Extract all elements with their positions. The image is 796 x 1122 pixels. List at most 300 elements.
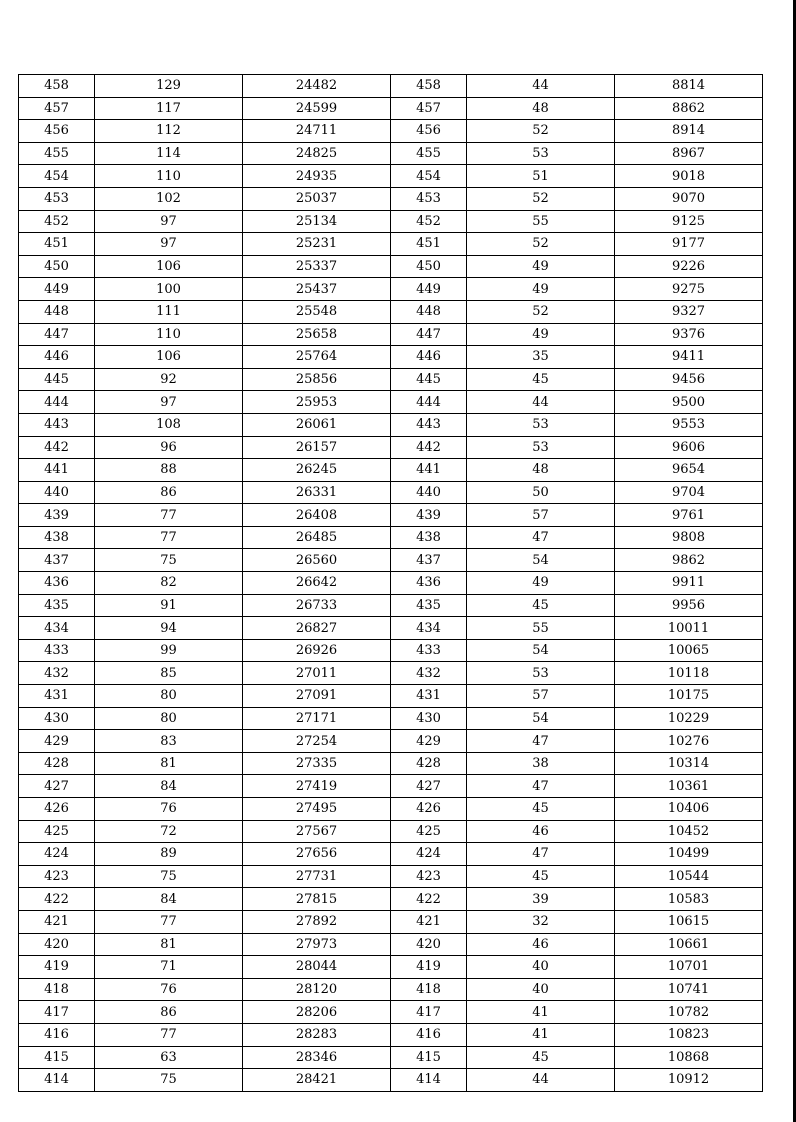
- table-cell: 10661: [615, 933, 763, 956]
- table-cell: 27815: [243, 888, 391, 911]
- table-cell: 10615: [615, 910, 763, 933]
- table-cell: 10741: [615, 978, 763, 1001]
- table-cell: 75: [95, 1069, 243, 1092]
- table-row: [19, 255, 763, 278]
- table-cell: 425: [19, 820, 95, 843]
- table-cell: 25037: [243, 187, 391, 210]
- table-cell: 24599: [243, 97, 391, 120]
- table-cell: 9500: [615, 391, 763, 414]
- table-cell: 28283: [243, 1023, 391, 1046]
- table-cell: 433: [19, 639, 95, 662]
- table-cell: 92: [95, 368, 243, 391]
- table-row: [19, 617, 763, 640]
- table-cell: 45: [467, 1046, 615, 1069]
- table-cell: 106: [95, 255, 243, 278]
- table-cell: 53: [467, 436, 615, 459]
- table-row: [19, 1046, 763, 1069]
- table-cell: 24482: [243, 75, 391, 98]
- table-row: [19, 391, 763, 414]
- table-cell: 46: [467, 820, 615, 843]
- table-cell: 416: [19, 1023, 95, 1046]
- table-cell: 55: [467, 210, 615, 233]
- table-cell: 26157: [243, 436, 391, 459]
- table-cell: 48: [467, 97, 615, 120]
- table-cell: 97: [95, 233, 243, 256]
- table-cell: 453: [391, 187, 467, 210]
- table-cell: 25953: [243, 391, 391, 414]
- table-cell: 50: [467, 481, 615, 504]
- table-cell: 54: [467, 639, 615, 662]
- table-body: [19, 75, 763, 1092]
- table-cell: 44: [467, 391, 615, 414]
- table-cell: 91: [95, 594, 243, 617]
- table-cell: 421: [391, 910, 467, 933]
- table-cell: 106: [95, 346, 243, 369]
- table-cell: 47: [467, 775, 615, 798]
- table-row: [19, 933, 763, 956]
- table-cell: 425: [391, 820, 467, 843]
- table-cell: 49: [467, 278, 615, 301]
- table-row: [19, 1001, 763, 1024]
- table-row: [19, 210, 763, 233]
- table-cell: 442: [19, 436, 95, 459]
- table-cell: 414: [391, 1069, 467, 1092]
- table-cell: 422: [19, 888, 95, 911]
- table-cell: 9376: [615, 323, 763, 346]
- table-cell: 24711: [243, 120, 391, 143]
- table-cell: 32: [467, 910, 615, 933]
- table-cell: 431: [391, 685, 467, 708]
- table-cell: 27495: [243, 798, 391, 821]
- table-row: [19, 685, 763, 708]
- table-cell: 86: [95, 1001, 243, 1024]
- table-cell: 25658: [243, 323, 391, 346]
- table-cell: 421: [19, 910, 95, 933]
- table-cell: 440: [391, 481, 467, 504]
- table-row: [19, 978, 763, 1001]
- table-cell: 450: [19, 255, 95, 278]
- table-cell: 54: [467, 549, 615, 572]
- table-cell: 8862: [615, 97, 763, 120]
- table-cell: 429: [19, 730, 95, 753]
- table-cell: 25337: [243, 255, 391, 278]
- table-cell: 80: [95, 707, 243, 730]
- table-cell: 455: [391, 142, 467, 165]
- table-cell: 9654: [615, 459, 763, 482]
- table-row: [19, 459, 763, 482]
- table-cell: 53: [467, 662, 615, 685]
- table-row: [19, 910, 763, 933]
- table-row: [19, 956, 763, 979]
- table-cell: 437: [391, 549, 467, 572]
- table-cell: 420: [19, 933, 95, 956]
- table-cell: 71: [95, 956, 243, 979]
- table-cell: 82: [95, 572, 243, 595]
- table-cell: 458: [19, 75, 95, 98]
- table-cell: 111: [95, 300, 243, 323]
- table-cell: 94: [95, 617, 243, 640]
- table-cell: 24935: [243, 165, 391, 188]
- table-cell: 45: [467, 594, 615, 617]
- table-cell: 80: [95, 685, 243, 708]
- table-cell: 451: [391, 233, 467, 256]
- table-cell: 457: [391, 97, 467, 120]
- table-cell: 84: [95, 775, 243, 798]
- table-cell: 57: [467, 504, 615, 527]
- table-cell: 77: [95, 910, 243, 933]
- table-cell: 26560: [243, 549, 391, 572]
- table-cell: 84: [95, 888, 243, 911]
- table-cell: 28044: [243, 956, 391, 979]
- table-cell: 72: [95, 820, 243, 843]
- table-cell: 427: [391, 775, 467, 798]
- table-cell: 27171: [243, 707, 391, 730]
- table-cell: 45: [467, 798, 615, 821]
- table-cell: 423: [19, 865, 95, 888]
- table-row: [19, 97, 763, 120]
- table-cell: 27973: [243, 933, 391, 956]
- table-cell: 51: [467, 165, 615, 188]
- table-row: [19, 865, 763, 888]
- table-cell: 26733: [243, 594, 391, 617]
- table-cell: 10912: [615, 1069, 763, 1092]
- table-cell: 414: [19, 1069, 95, 1092]
- table-row: [19, 549, 763, 572]
- table-cell: 52: [467, 300, 615, 323]
- table-cell: 446: [19, 346, 95, 369]
- table-row: [19, 820, 763, 843]
- table-cell: 108: [95, 413, 243, 436]
- table-row: [19, 413, 763, 436]
- table-cell: 10276: [615, 730, 763, 753]
- table-cell: 449: [19, 278, 95, 301]
- table-cell: 445: [391, 368, 467, 391]
- table-cell: 9761: [615, 504, 763, 527]
- table-row: [19, 165, 763, 188]
- table-cell: 27731: [243, 865, 391, 888]
- table-cell: 25437: [243, 278, 391, 301]
- table-cell: 436: [19, 572, 95, 595]
- table-cell: 28421: [243, 1069, 391, 1092]
- table-cell: 455: [19, 142, 95, 165]
- table-cell: 428: [391, 752, 467, 775]
- table-cell: 27419: [243, 775, 391, 798]
- table-cell: 435: [391, 594, 467, 617]
- table-cell: 53: [467, 142, 615, 165]
- table-cell: 10701: [615, 956, 763, 979]
- table-cell: 114: [95, 142, 243, 165]
- table-cell: 25231: [243, 233, 391, 256]
- table-cell: 27011: [243, 662, 391, 685]
- table-cell: 442: [391, 436, 467, 459]
- table-cell: 88: [95, 459, 243, 482]
- table-cell: 10314: [615, 752, 763, 775]
- table-cell: 453: [19, 187, 95, 210]
- table-cell: 57: [467, 685, 615, 708]
- table-cell: 76: [95, 798, 243, 821]
- table-cell: 52: [467, 233, 615, 256]
- table-cell: 9606: [615, 436, 763, 459]
- table-cell: 452: [19, 210, 95, 233]
- table-cell: 97: [95, 391, 243, 414]
- table-cell: 10361: [615, 775, 763, 798]
- table-cell: 454: [391, 165, 467, 188]
- table-cell: 443: [19, 413, 95, 436]
- table-cell: 435: [19, 594, 95, 617]
- table-cell: 10175: [615, 685, 763, 708]
- table-cell: 28206: [243, 1001, 391, 1024]
- table-cell: 10229: [615, 707, 763, 730]
- table-cell: 110: [95, 165, 243, 188]
- table-cell: 426: [19, 798, 95, 821]
- table-row: [19, 1023, 763, 1046]
- table-cell: 441: [391, 459, 467, 482]
- table-cell: 112: [95, 120, 243, 143]
- table-row: [19, 594, 763, 617]
- table-cell: 40: [467, 978, 615, 1001]
- table-cell: 446: [391, 346, 467, 369]
- table-cell: 77: [95, 504, 243, 527]
- table-cell: 418: [19, 978, 95, 1001]
- table-cell: 10406: [615, 798, 763, 821]
- table-cell: 10782: [615, 1001, 763, 1024]
- table-cell: 26827: [243, 617, 391, 640]
- table-cell: 419: [19, 956, 95, 979]
- table-cell: 449: [391, 278, 467, 301]
- table-cell: 415: [391, 1046, 467, 1069]
- table-cell: 457: [19, 97, 95, 120]
- table-cell: 47: [467, 843, 615, 866]
- table-cell: 44: [467, 1069, 615, 1092]
- table-cell: 10583: [615, 888, 763, 911]
- table-row: [19, 752, 763, 775]
- table-cell: 27567: [243, 820, 391, 843]
- table-row: [19, 323, 763, 346]
- table-cell: 417: [391, 1001, 467, 1024]
- table-cell: 28346: [243, 1046, 391, 1069]
- table-cell: 86: [95, 481, 243, 504]
- table-row: [19, 346, 763, 369]
- table-cell: 9456: [615, 368, 763, 391]
- table-row: [19, 120, 763, 143]
- table-cell: 129: [95, 75, 243, 98]
- table-cell: 433: [391, 639, 467, 662]
- table-cell: 434: [391, 617, 467, 640]
- table-cell: 110: [95, 323, 243, 346]
- table-cell: 9411: [615, 346, 763, 369]
- table-cell: 35: [467, 346, 615, 369]
- table-cell: 448: [391, 300, 467, 323]
- table-cell: 39: [467, 888, 615, 911]
- table-cell: 438: [391, 526, 467, 549]
- table-cell: 9070: [615, 187, 763, 210]
- table-cell: 26485: [243, 526, 391, 549]
- table-cell: 10452: [615, 820, 763, 843]
- table-cell: 49: [467, 323, 615, 346]
- table-cell: 47: [467, 526, 615, 549]
- table-cell: 27091: [243, 685, 391, 708]
- table-cell: 97: [95, 210, 243, 233]
- table-cell: 49: [467, 572, 615, 595]
- table-cell: 81: [95, 752, 243, 775]
- table-cell: 25856: [243, 368, 391, 391]
- table-cell: 424: [19, 843, 95, 866]
- table-cell: 447: [19, 323, 95, 346]
- table-cell: 417: [19, 1001, 95, 1024]
- table-cell: 429: [391, 730, 467, 753]
- table-cell: 26331: [243, 481, 391, 504]
- table-cell: 96: [95, 436, 243, 459]
- table-cell: 99: [95, 639, 243, 662]
- table-cell: 428: [19, 752, 95, 775]
- table-cell: 438: [19, 526, 95, 549]
- table-cell: 41: [467, 1023, 615, 1046]
- table-cell: 9125: [615, 210, 763, 233]
- table-cell: 420: [391, 933, 467, 956]
- table-cell: 28120: [243, 978, 391, 1001]
- table-cell: 10499: [615, 843, 763, 866]
- table-row: [19, 436, 763, 459]
- table-cell: 444: [19, 391, 95, 414]
- table-cell: 26408: [243, 504, 391, 527]
- table-cell: 27335: [243, 752, 391, 775]
- table-cell: 9911: [615, 572, 763, 595]
- table-cell: 75: [95, 549, 243, 572]
- table-cell: 451: [19, 233, 95, 256]
- table-cell: 419: [391, 956, 467, 979]
- table-cell: 427: [19, 775, 95, 798]
- table-cell: 53: [467, 413, 615, 436]
- table-cell: 416: [391, 1023, 467, 1046]
- score-distribution-table: [18, 74, 763, 1092]
- table-cell: 25548: [243, 300, 391, 323]
- table-cell: 444: [391, 391, 467, 414]
- table-cell: 41: [467, 1001, 615, 1024]
- table-cell: 63: [95, 1046, 243, 1069]
- table-cell: 8967: [615, 142, 763, 165]
- table-cell: 456: [19, 120, 95, 143]
- table-row: [19, 187, 763, 210]
- table-cell: 100: [95, 278, 243, 301]
- table-row: [19, 526, 763, 549]
- table-cell: 10118: [615, 662, 763, 685]
- table-cell: 75: [95, 865, 243, 888]
- table-row: [19, 481, 763, 504]
- table-cell: 8914: [615, 120, 763, 143]
- table-cell: 9226: [615, 255, 763, 278]
- table-row: [19, 572, 763, 595]
- table-cell: 432: [391, 662, 467, 685]
- table-cell: 9862: [615, 549, 763, 572]
- table-row: [19, 278, 763, 301]
- table-cell: 10823: [615, 1023, 763, 1046]
- table-cell: 45: [467, 368, 615, 391]
- table-cell: 434: [19, 617, 95, 640]
- table-cell: 439: [19, 504, 95, 527]
- table-cell: 48: [467, 459, 615, 482]
- table-row: [19, 368, 763, 391]
- table-cell: 49: [467, 255, 615, 278]
- table-cell: 26061: [243, 413, 391, 436]
- table-cell: 81: [95, 933, 243, 956]
- table-cell: 9177: [615, 233, 763, 256]
- table-cell: 9704: [615, 481, 763, 504]
- table-cell: 38: [467, 752, 615, 775]
- table-cell: 439: [391, 504, 467, 527]
- table-cell: 27254: [243, 730, 391, 753]
- table-cell: 445: [19, 368, 95, 391]
- table-cell: 85: [95, 662, 243, 685]
- table-row: [19, 233, 763, 256]
- table-cell: 52: [467, 120, 615, 143]
- table-cell: 454: [19, 165, 95, 188]
- table-row: [19, 775, 763, 798]
- table-cell: 26642: [243, 572, 391, 595]
- table-cell: 54: [467, 707, 615, 730]
- table-cell: 441: [19, 459, 95, 482]
- table-cell: 448: [19, 300, 95, 323]
- table-cell: 8814: [615, 75, 763, 98]
- table-cell: 26245: [243, 459, 391, 482]
- table-cell: 10065: [615, 639, 763, 662]
- table-cell: 46: [467, 933, 615, 956]
- table-cell: 9327: [615, 300, 763, 323]
- table-cell: 443: [391, 413, 467, 436]
- table-cell: 9018: [615, 165, 763, 188]
- table-cell: 436: [391, 572, 467, 595]
- table-row: [19, 888, 763, 911]
- table-cell: 10011: [615, 617, 763, 640]
- table-cell: 24825: [243, 142, 391, 165]
- table-row: [19, 730, 763, 753]
- table-cell: 418: [391, 978, 467, 1001]
- table-cell: 45: [467, 865, 615, 888]
- table-row: [19, 300, 763, 323]
- table-cell: 10868: [615, 1046, 763, 1069]
- table-row: [19, 639, 763, 662]
- table-cell: 102: [95, 187, 243, 210]
- table-cell: 44: [467, 75, 615, 98]
- table-cell: 77: [95, 1023, 243, 1046]
- table-cell: 426: [391, 798, 467, 821]
- table-cell: 9808: [615, 526, 763, 549]
- table-cell: 26926: [243, 639, 391, 662]
- table-cell: 77: [95, 526, 243, 549]
- table-cell: 447: [391, 323, 467, 346]
- table-cell: 440: [19, 481, 95, 504]
- table-cell: 25764: [243, 346, 391, 369]
- table-cell: 47: [467, 730, 615, 753]
- table-row: [19, 142, 763, 165]
- table-row: [19, 707, 763, 730]
- table-cell: 430: [391, 707, 467, 730]
- table-cell: 76: [95, 978, 243, 1001]
- table-cell: 452: [391, 210, 467, 233]
- table-cell: 40: [467, 956, 615, 979]
- table-cell: 117: [95, 97, 243, 120]
- table-cell: 89: [95, 843, 243, 866]
- table-row: [19, 504, 763, 527]
- table-cell: 422: [391, 888, 467, 911]
- table-cell: 430: [19, 707, 95, 730]
- table-cell: 9275: [615, 278, 763, 301]
- table-row: [19, 662, 763, 685]
- table-cell: 431: [19, 685, 95, 708]
- table-cell: 83: [95, 730, 243, 753]
- table-cell: 10544: [615, 865, 763, 888]
- table-row: [19, 843, 763, 866]
- table-cell: 9553: [615, 413, 763, 436]
